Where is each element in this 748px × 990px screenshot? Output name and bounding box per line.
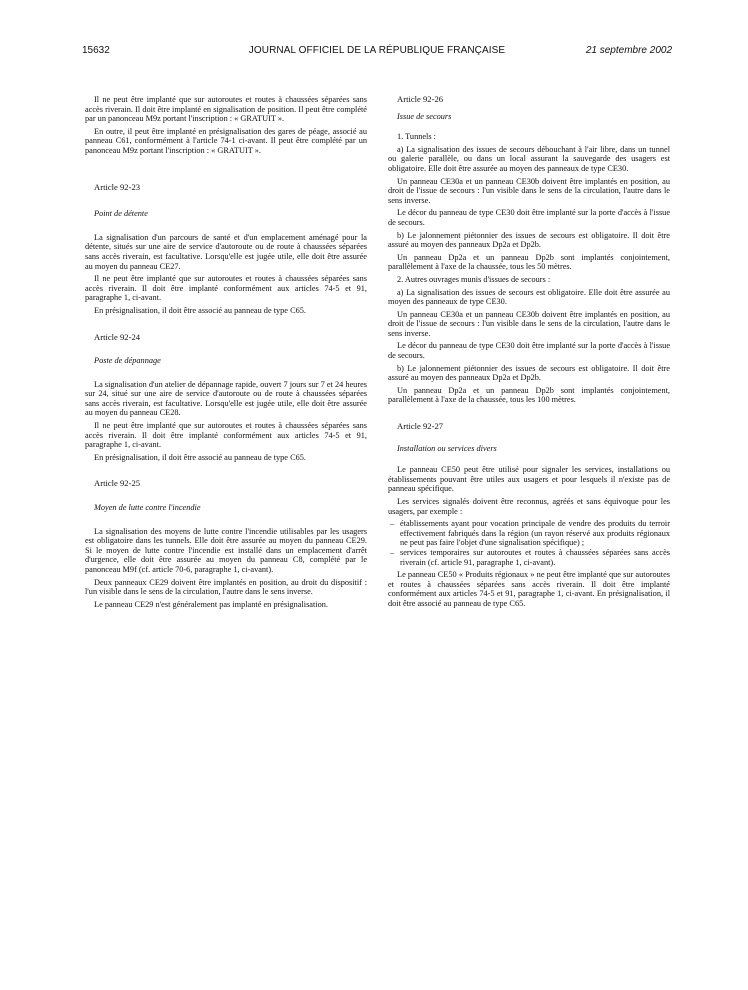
paragraph: b) Le jalonnement piétonnier des issues de secours est obligatoire. Il doit être assuré au moyen des panneaux Dp2a et Dp2b. [388,363,670,383]
paragraph: Il ne peut être implanté que sur autoroutes et routes à chaussées séparées sans accès riverain. Il doit être implanté conformément aux articles 74-5 et 91, paragraphe 1, ci-avant. [85,421,367,450]
page-number: 15632 [82,45,110,56]
paragraph: Le panneau CE29 n'est généralement pas implanté en présignalisation. [94,599,328,609]
section-heading: 2. Autres ouvrages munis d'issues de secours : [397,274,551,284]
intro-paragraph: Il ne peut être implanté que sur autoroutes et routes à chaussées séparées sans accès riverain. Il doit être implanté en signalisation de position. Il peut être complété par un panonceau M9z portant l'inscription : « GRATUIT ». [85,95,367,124]
list-item: – services temporaires sur autoroutes et routes à chaussées séparées sans accès riverain (cf. article 91, paragraphe 1, ci-avant). [388,548,670,567]
article-92-23-subtitle: Point de détente [94,209,148,219]
paragraph: Un panneau Dp2a et un panneau Dp2b sont implantés conjointement, parallèlement à l'axe de la chaussée, tous les 50 mètres. [388,252,670,272]
section-heading: 1. Tunnels : [397,132,436,142]
paragraph: En présignalisation, il doit être associé au panneau de type C65. [94,305,306,315]
paragraph: La signalisation des moyens de lutte contre l'incendie utilisables par les usagers est obligatoire dans les tunnels. Elle doit être assurée au moyen du panneau CE29. Si le moyen de lutte contre l'incendie est installé dans un emplacement d'arrêt d'urgence, elle doit être assurée au moyen du panneau C8, complété par le panonceau M9f (cf. article 70-6, paragraphe 1, ci-avant). [85,526,367,574]
paragraph: Le panneau CE50 « Produits régionaux » ne peut être implanté que sur autoroutes et routes à chaussées séparées sans accès riverain. Il doit être implanté conformément aux articles 74-5 et 91, paragraphe 1, ci-avant. En présignalisation, il doit être associé au panneau de type C65. [388,570,670,608]
paragraph: Un panneau Dp2a et un panneau Dp2b sont implantés conjointement, parallèlement à l'axe de la chaussée, tous les 100 mètres. [388,385,670,405]
paragraph: Il ne peut être implanté que sur autoroutes et routes à chaussées séparées sans accès riverain. Il doit être implanté conformément aux articles 74-5 et 91, paragraphe 1, ci-avant. [85,274,367,303]
article-92-23-title: Article 92-23 [94,181,141,192]
publication-date: 21 septembre 2002 [585,45,672,56]
right-column [388,95,670,612]
paragraph: a) La signalisation des issues de secours débouchant à l'air libre, dans un tunnel ou galerie parallèle, ou dans un local assurant la sauvegarde des usagers est obligatoire. Elle doit être assurée au moyen des panneaux de type CE30. [388,144,670,173]
paragraph: a) La signalisation des issues de secours est obligatoire. Elle doit être assurée au moyen des panneaux de type CE30. [388,287,670,307]
article-92-25-title: Article 92-25 [94,478,141,489]
journal-title: JOURNAL OFFICIEL DE LA RÉPUBLIQUE FRANÇAISE [248,45,506,56]
article-92-27-title: Article 92-27 [397,421,444,432]
paragraph: Un panneau CE30a et un panneau CE30b doivent être implantés en position, au droit de l'issue de secours : l'un visible dans le sens de la circulation, l'autre dans le sens inverse. [388,176,670,205]
article-92-24-subtitle: Poste de dépannage [94,356,161,366]
article-92-25-subtitle: Moyen de lutte contre l'incendie [94,503,201,513]
paragraph: Un panneau CE30a et un panneau CE30b doivent être implantés en position, au droit de l'issue de secours : l'un visible dans le sens de la circulation, l'autre dans le sens inverse. [388,309,670,338]
paragraph: La signalisation d'un parcours de santé et d'un emplacement aménagé pour la détente, situés sur une aire de service d'autoroute ou de route à chaussées séparées sans accès riverain, est facultative. Lorsqu'elle est jugée utile, elle doit être assurée au moyen du panneau CE27. [85,232,367,271]
paragraph: Le panneau CE50 peut être utilisé pour signaler les services, installations ou établissements pouvant être utiles aux usagers et pour lesquels il n'existe pas de panneau spécifique. [388,465,670,494]
article-92-26-title: Article 92-26 [397,94,444,104]
paragraph: En présignalisation, il doit être associé au panneau de type C65. [94,452,306,462]
intro-paragraph: En outre, il peut être implanté en présignalisation des gares de péage, associé au panneau C61, conformément à l'article 74-1 ci-avant. Il peut être complété par un panonceau M9z portant l'inscription : « GRATUIT ». [85,126,367,155]
paragraph: Le décor du panneau de type CE30 doit être implanté sur la porte d'accès à l'issue de secours. [388,341,670,361]
article-92-24-title: Article 92-24 [94,331,141,342]
paragraph: b) Le jalonnement piétonnier des issues de secours est obligatoire. Il doit être assuré au moyen des panneaux Dp2a et Dp2b. [388,230,670,250]
paragraph: La signalisation d'un atelier de dépannage rapide, ouvert 7 jours sur 7 et 24 heures sur 24, situé sur une aire de service d'autoroute ou de route à chaussées séparées sans accès riverain, est facultative. Lorsqu'elle est jugée utile, elle doit être assurée au moyen du panneau CE28. [85,379,367,418]
article-92-27-subtitle: Installation ou services divers [397,443,497,453]
page-header [82,45,672,59]
left-column [85,95,367,612]
paragraph: Les services signalés doivent être reconnus, agréés et sans équivoque pour les usagers, par exemple : [388,497,670,516]
list-item: – établissements ayant pour vocation principale de vendre des produits du terroir effectivement fabriqués dans la région (un rayon réservé aux produits régionaux ne peut pas faire l'objet d'une signalisation spécifique) ; [388,519,670,548]
paragraph: Deux panneaux CE29 doivent être implantés en position, au droit du dispositif : l'un visible dans le sens de la circulation, l'autre dans le sens inverse. [85,577,367,597]
example-list [388,519,670,567]
paragraph: Le décor du panneau de type CE30 doit être implanté sur la porte d'accès à l'issue de secours. [388,208,670,227]
article-92-26-subtitle: Issue de secours [397,111,452,121]
